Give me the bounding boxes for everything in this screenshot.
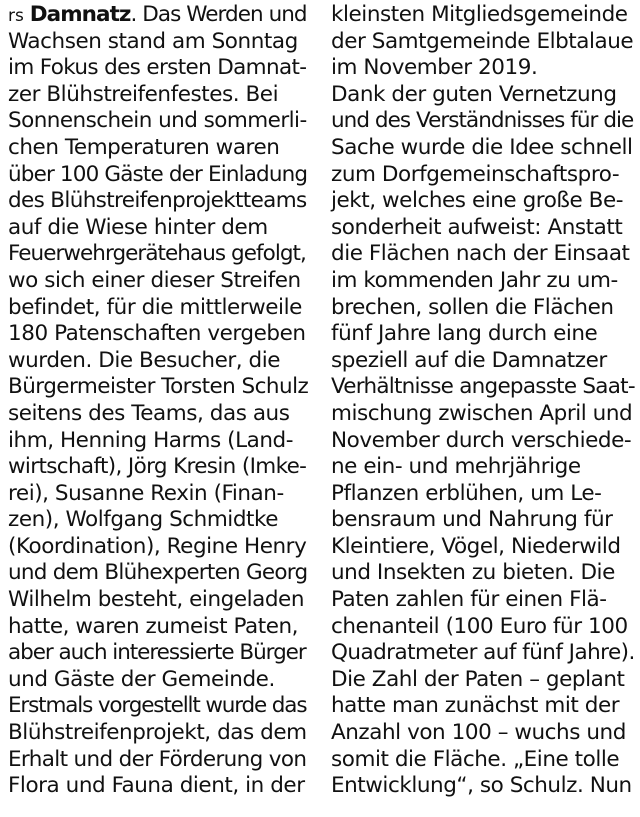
article-line: Verhältnisse angepasste Saat-	[331, 374, 635, 400]
article-line: Sonnenschein und sommerli-	[8, 108, 307, 134]
article-line: 180 Patenschaften vergeben	[8, 321, 306, 347]
article-line: Die Zahl der Paten – geplant	[331, 666, 625, 692]
article-line: fünf Jahre lang durch eine	[331, 321, 598, 347]
article-line: speziell auf die Damnatzer	[331, 347, 607, 373]
article-line: Sache wurde die Idee schnell	[331, 134, 633, 160]
article-line: aber auch interessierte Bürger	[8, 640, 306, 666]
article-line: Anzahl von 100 – wuchs und	[331, 720, 626, 746]
article-line: auf die Wiese hinter dem	[8, 214, 268, 240]
article-line: ihm, Henning Harms (Land-	[8, 427, 294, 453]
article-line: und dem Blühexperten Georg	[8, 560, 308, 586]
place-name: Damnatz	[29, 2, 131, 27]
article-line: befindet, für die mittlerweile	[8, 294, 302, 320]
article-line: Kleintiere, Vögel, Niederwild	[331, 533, 621, 559]
article-line: im Fokus des ersten Damnat-	[8, 55, 307, 81]
article-line: Dank der guten Vernetzung	[331, 81, 617, 107]
article-line: wirtschaft), Jörg Kresin (Imke-	[8, 454, 307, 480]
article-line: rei), Susanne Rexin (Finan-	[8, 480, 284, 506]
article-line: seitens des Teams, das aus	[8, 400, 290, 426]
article-line: somit die Fläche. „Eine tolle	[331, 746, 620, 772]
article-line: wo sich einer dieser Streifen	[8, 267, 301, 293]
article-line: Wachsen stand am Sonntag	[8, 28, 298, 54]
article-line: hatte man zunächst mit der	[331, 693, 620, 719]
article-line: im kommenden Jahr zu um-	[331, 267, 618, 293]
article-line: sonderheit aufweist: Anstatt	[331, 214, 623, 240]
article-column-left	[8, 2, 308, 800]
article-line: Flora und Fauna dient, in der	[8, 773, 305, 799]
article-line: Wilhelm besteht, eingeladen	[8, 587, 304, 613]
dateline: rs	[8, 6, 24, 26]
article-line-first	[8, 2, 308, 29]
article-line: der Samtgemeinde Elbtalaue	[331, 28, 634, 54]
article-line: und Insekten zu bieten. Die	[331, 560, 615, 586]
article-line: Blühstreifenprojekt, das dem	[8, 720, 307, 746]
article-line: Quadratmeter auf fünf Jahre).	[331, 640, 635, 666]
article-line: Pflanzen erblühen, um Le-	[331, 480, 602, 506]
article-line: zer Blühstreifenfestes. Bei	[8, 81, 279, 107]
article-line: Bürgermeister Torsten Schulz	[8, 374, 309, 400]
article-line: ne ein- und mehrjährige	[331, 454, 581, 480]
article-line: November durch verschiede-	[331, 427, 632, 453]
article-line: chen Temperaturen waren	[8, 134, 280, 160]
article-line: kleinsten Mitgliedsgemeinde	[331, 2, 628, 27]
article-line: brechen, sollen die Flächen	[331, 294, 614, 320]
article-line: und Gäste der Gemeinde.	[8, 666, 275, 692]
article-line: chenanteil (100 Euro für 100	[331, 613, 628, 639]
article-line: und des Verständnisses für die	[331, 108, 634, 134]
article-column-right	[331, 2, 635, 800]
article-line: Erhalt und der Förderung von	[8, 746, 307, 772]
article-line: bensraum und Nahrung für	[331, 507, 613, 533]
article-line: die Flächen nach der Einsaat	[331, 241, 630, 267]
article-line: Entwicklung“, so Schulz. Nun	[331, 773, 632, 799]
article-line: über 100 Gäste der Einladung	[8, 161, 308, 187]
article-line: Erstmals vorgestellt wurde das	[8, 693, 307, 719]
article-line: jekt, welches eine große Be-	[331, 188, 624, 214]
article-line: hatte, waren zumeist Paten,	[8, 613, 299, 639]
article-line: zum Dorfgemeinschaftspro-	[331, 161, 620, 187]
article-line: im November 2019.	[331, 55, 538, 81]
article-line: Feuerwehrgerätehaus gefolgt,	[8, 241, 306, 267]
article-line: zen), Wolfgang Schmidtke	[8, 507, 279, 533]
article-line: mischung zwischen April und	[331, 400, 633, 426]
article-line: Paten zahlen für einen Flä-	[331, 587, 607, 613]
article-line: wurden. Die Besucher, die	[8, 347, 281, 373]
article-line: des Blühstreifenprojektteams	[8, 188, 307, 214]
article-line-text: . Das Werden und	[130, 2, 307, 27]
article-line: (Koordination), Regine Henry	[8, 533, 307, 559]
